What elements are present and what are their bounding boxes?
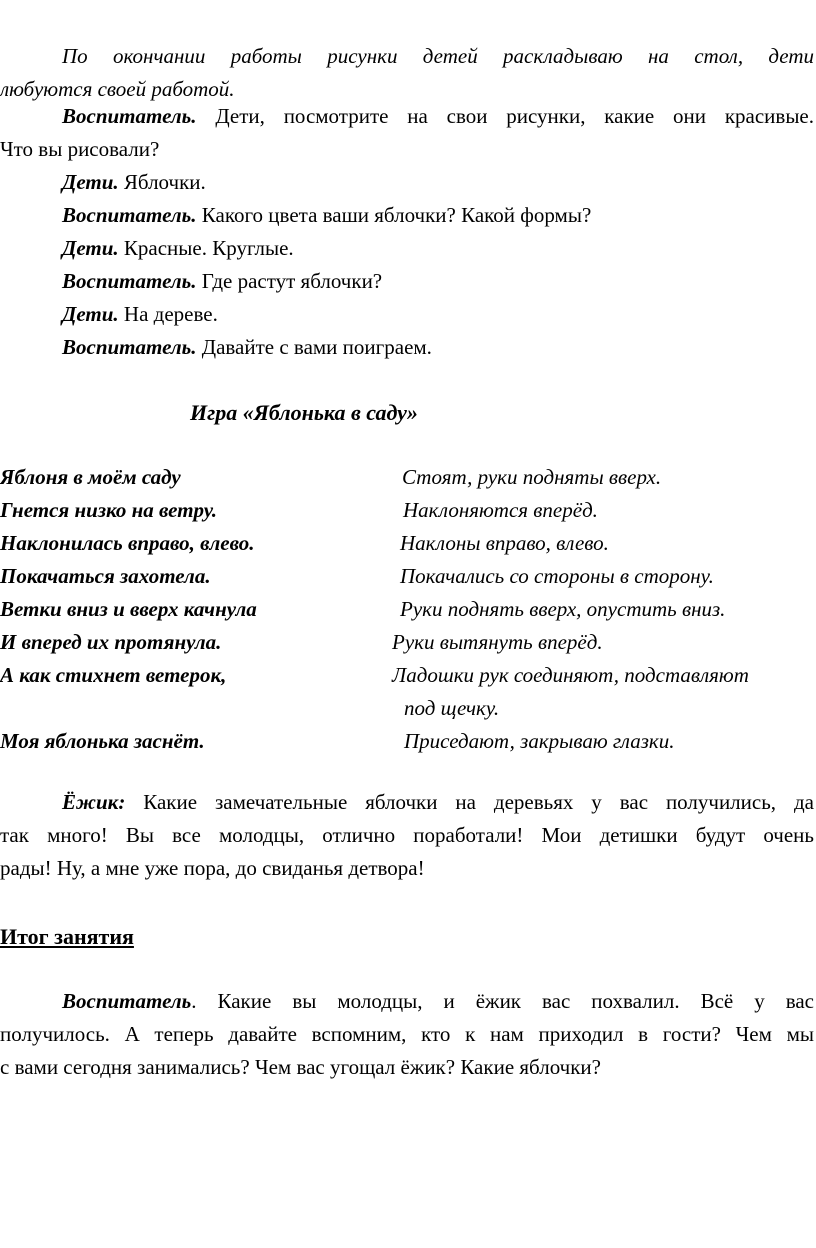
poem-action: Ладошки рук соединяют, подставляют [392,663,749,687]
speech-text: Дети, посмотрите на свои рисунки, какие они красивые. [196,104,814,128]
summary-paragraph [0,985,814,1084]
hedgehog-speech [0,786,814,885]
summary-line-2: получилось. А теперь давайте вспомним, кто к нам приходил в гости? Чем мы [0,1022,814,1046]
speech-text: Давайте с вами поиграем. [196,335,432,359]
poem-verse: Гнется низко на ветру. [0,498,217,522]
poem-action: Наклоны вправо, влево. [400,531,609,555]
dialogue-teacher-2 [62,199,591,232]
hedgehog-line-1 [0,786,814,819]
game-title: Игра «Яблонька в саду» [190,400,418,425]
poem-verse: Яблоня в моём саду [0,465,181,489]
hedgehog-line-3: рады! Ну, а мне уже пора, до свиданья детвора! [0,856,425,880]
speaker-label: Дети. [62,302,119,326]
speaker-label: Воспитатель. [62,335,197,359]
poem-verse: Моя яблонька заснёт. [0,729,205,753]
dialogue-line: Что вы рисовали? [0,137,160,161]
dialogue-children-3 [62,298,218,331]
poem-action: Покачались со стороны в сторону. [400,564,714,588]
speaker-label: Воспитатель. [62,269,197,293]
speech-text: Где растут яблочки? [196,269,383,293]
speech-text: Красные. Круглые. [118,236,294,260]
speaker-label: Воспитатель [62,989,192,1013]
poem-verse: А как стихнет ветерок, [0,663,227,687]
speaker-label: Дети. [62,170,119,194]
poem-action: Приседают, закрываю глазки. [404,729,675,753]
poem-verse: И вперед их протянула. [0,630,222,654]
dialogue-children-2 [62,232,294,265]
speech-text: . Какие вы молодцы, и ёжик вас похвалил. Всё у вас [191,989,814,1013]
intro-paragraph [0,40,814,106]
speech-text: Какие замечательные яблочки на деревьях у вас получились, да [125,790,814,814]
poem-action: Руки поднять вверх, опустить вниз. [400,597,726,621]
poem-action: Руки вытянуть вперёд. [392,630,603,654]
hedgehog-line-2: так много! Вы все молодцы, отлично поработали! Мои детишки будут очень [0,823,814,847]
dialogue-teacher-4 [62,331,432,364]
poem-verse: Покачаться захотела. [0,564,211,588]
poem-action: Наклоняются вперёд. [403,498,598,522]
dialogue-teacher-1 [0,100,814,166]
speaker-label: Дети. [62,236,119,260]
summary-line-1 [0,985,814,1018]
dialogue-children-1 [62,166,206,199]
speaker-label: Ёжик: [62,790,126,814]
summary-heading: Итог занятия [0,924,134,949]
intro-line-1: По окончании работы рисунки детей раскладываю на стол, дети [62,44,814,68]
speaker-label: Воспитатель. [62,203,197,227]
intro-line-2: любуются своей работой. [0,77,235,101]
speaker-label: Воспитатель. [62,104,197,128]
dialogue-line [0,100,814,133]
speech-text: На дереве. [118,302,218,326]
speech-text: Яблочки. [118,170,206,194]
speech-text: Какого цвета ваши яблочки? Какой формы? [196,203,592,227]
summary-line-3: с вами сегодня занимались? Чем вас угощал ёжик? Какие яблочки? [0,1055,601,1079]
poem-verse: Наклонилась вправо, влево. [0,531,255,555]
poem-action-continued: под щечку. [404,696,500,720]
poem-verse: Ветки вниз и вверх качнула [0,597,257,621]
dialogue-teacher-3 [62,265,382,298]
poem-action: Стоят, руки подняты вверх. [402,465,662,489]
